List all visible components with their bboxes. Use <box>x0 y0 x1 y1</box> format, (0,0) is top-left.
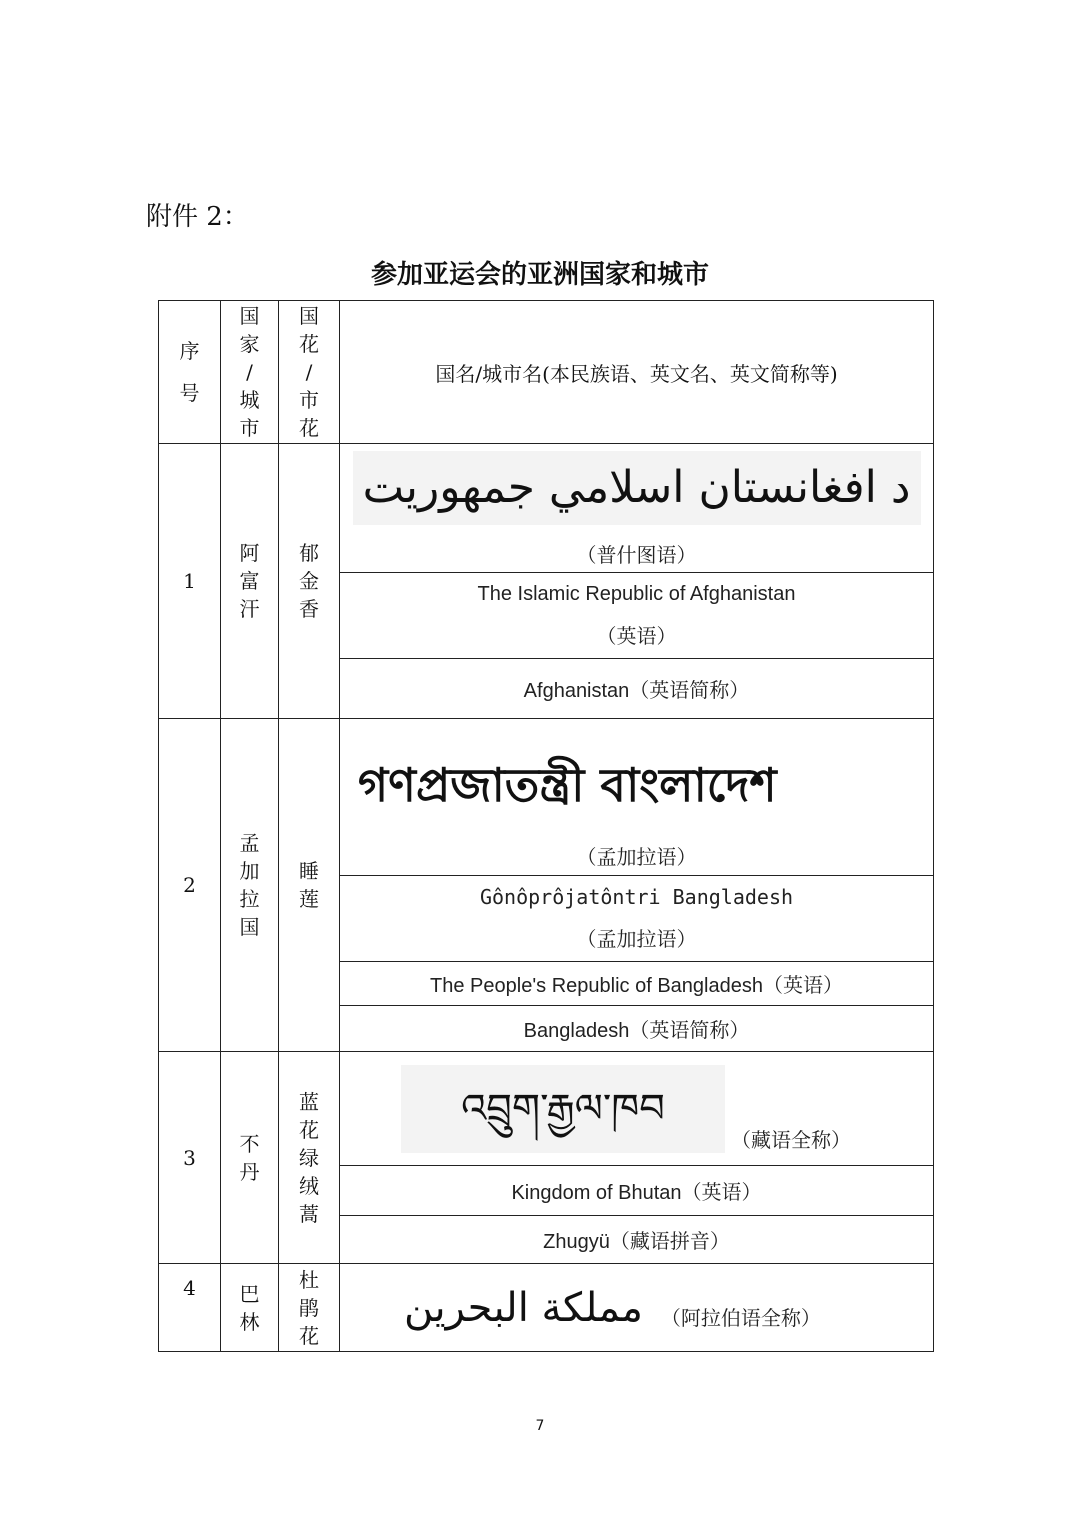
table-row <box>159 719 934 876</box>
romanized-name: Zhugyü <box>543 1231 610 1253</box>
table-row <box>159 1052 934 1166</box>
english-short-cell <box>340 659 934 719</box>
bengali-name: গণপ্রজাতন্ত্রী বাংলাদেশ <box>358 757 777 812</box>
header-flower: 国 花 / 市 花 <box>279 301 340 444</box>
table-row <box>159 1264 934 1352</box>
native-language-label: （普什图语） <box>576 542 697 567</box>
header-names: 国名/城市名(本民族语、英文名、英文简称等) <box>340 301 934 444</box>
pashto-name: د افغانستان اسلامي جمهوريت <box>362 461 911 513</box>
row-country: 不 丹 <box>221 1052 279 1264</box>
english-full-name: The Islamic Republic of Afghanistan <box>477 582 796 605</box>
row-serial: 4 <box>159 1264 221 1352</box>
romanized-cell <box>340 1216 934 1264</box>
page-title: 参加亚运会的亚洲国家和城市 <box>370 260 709 290</box>
english-full-label: （英语） <box>762 973 843 997</box>
romanized-name: Gônôprôjatôntri Bangladesh <box>479 885 794 909</box>
table-row <box>159 444 934 573</box>
english-full-cell <box>340 573 934 659</box>
native-language-label: （藏语全称） <box>731 1127 851 1152</box>
row-flower: 杜 鹃 花 <box>279 1264 340 1352</box>
english-full-name: The People's Republic of Bangladesh <box>430 975 763 997</box>
tibetan-name: འབྲུག་རྒྱལ་ཁབ <box>461 1085 665 1132</box>
english-full-name: Kingdom of Bhutan <box>511 1182 682 1204</box>
arabic-name: مملكة البحرين <box>404 1284 643 1331</box>
row-serial: 3 <box>159 1052 221 1264</box>
native-name-image <box>353 451 921 525</box>
native-name-cell <box>340 1264 934 1352</box>
native-language-label: （孟加拉语） <box>576 844 697 869</box>
english-short-name: Afghanistan <box>523 680 630 702</box>
native-name-cell <box>340 719 934 876</box>
romanized-label: （藏语拼音） <box>609 1229 730 1253</box>
english-short-cell <box>340 1006 934 1052</box>
row-serial: 2 <box>159 719 221 1052</box>
english-short-label: （英语简称） <box>629 678 750 702</box>
english-full-label: （英语） <box>596 623 677 648</box>
table-header-row <box>159 301 934 444</box>
row-country: 阿 富 汗 <box>221 444 279 719</box>
romanized-label: （孟加拉语） <box>576 927 697 951</box>
native-name-cell <box>340 1052 934 1166</box>
english-short-name: Bangladesh <box>523 1020 630 1042</box>
attachment-label: 附件 2： <box>146 202 249 232</box>
english-full-cell <box>340 1166 934 1216</box>
native-name-image <box>401 1065 725 1153</box>
country-table <box>158 300 934 1352</box>
english-full-cell <box>340 962 934 1006</box>
header-country: 国 家 / 城 市 <box>221 301 279 444</box>
row-flower: 蓝 花 绿 绒 蒿 <box>279 1052 340 1264</box>
english-full-label: （英语） <box>681 1180 762 1204</box>
header-serial: 序 号 <box>159 301 221 444</box>
row-flower: 睡 莲 <box>279 719 340 1052</box>
english-short-label: （英语简称） <box>629 1018 750 1042</box>
native-name-cell <box>340 444 934 573</box>
row-country: 孟 加 拉 国 <box>221 719 279 1052</box>
romanized-cell <box>340 876 934 962</box>
row-country: 巴 林 <box>221 1264 279 1352</box>
native-language-label: （阿拉伯语全称） <box>660 1305 821 1330</box>
page-number: 7 <box>535 1418 545 1434</box>
row-flower: 郁 金 香 <box>279 444 340 719</box>
native-name-image <box>340 747 933 823</box>
row-serial: 1 <box>159 444 221 719</box>
